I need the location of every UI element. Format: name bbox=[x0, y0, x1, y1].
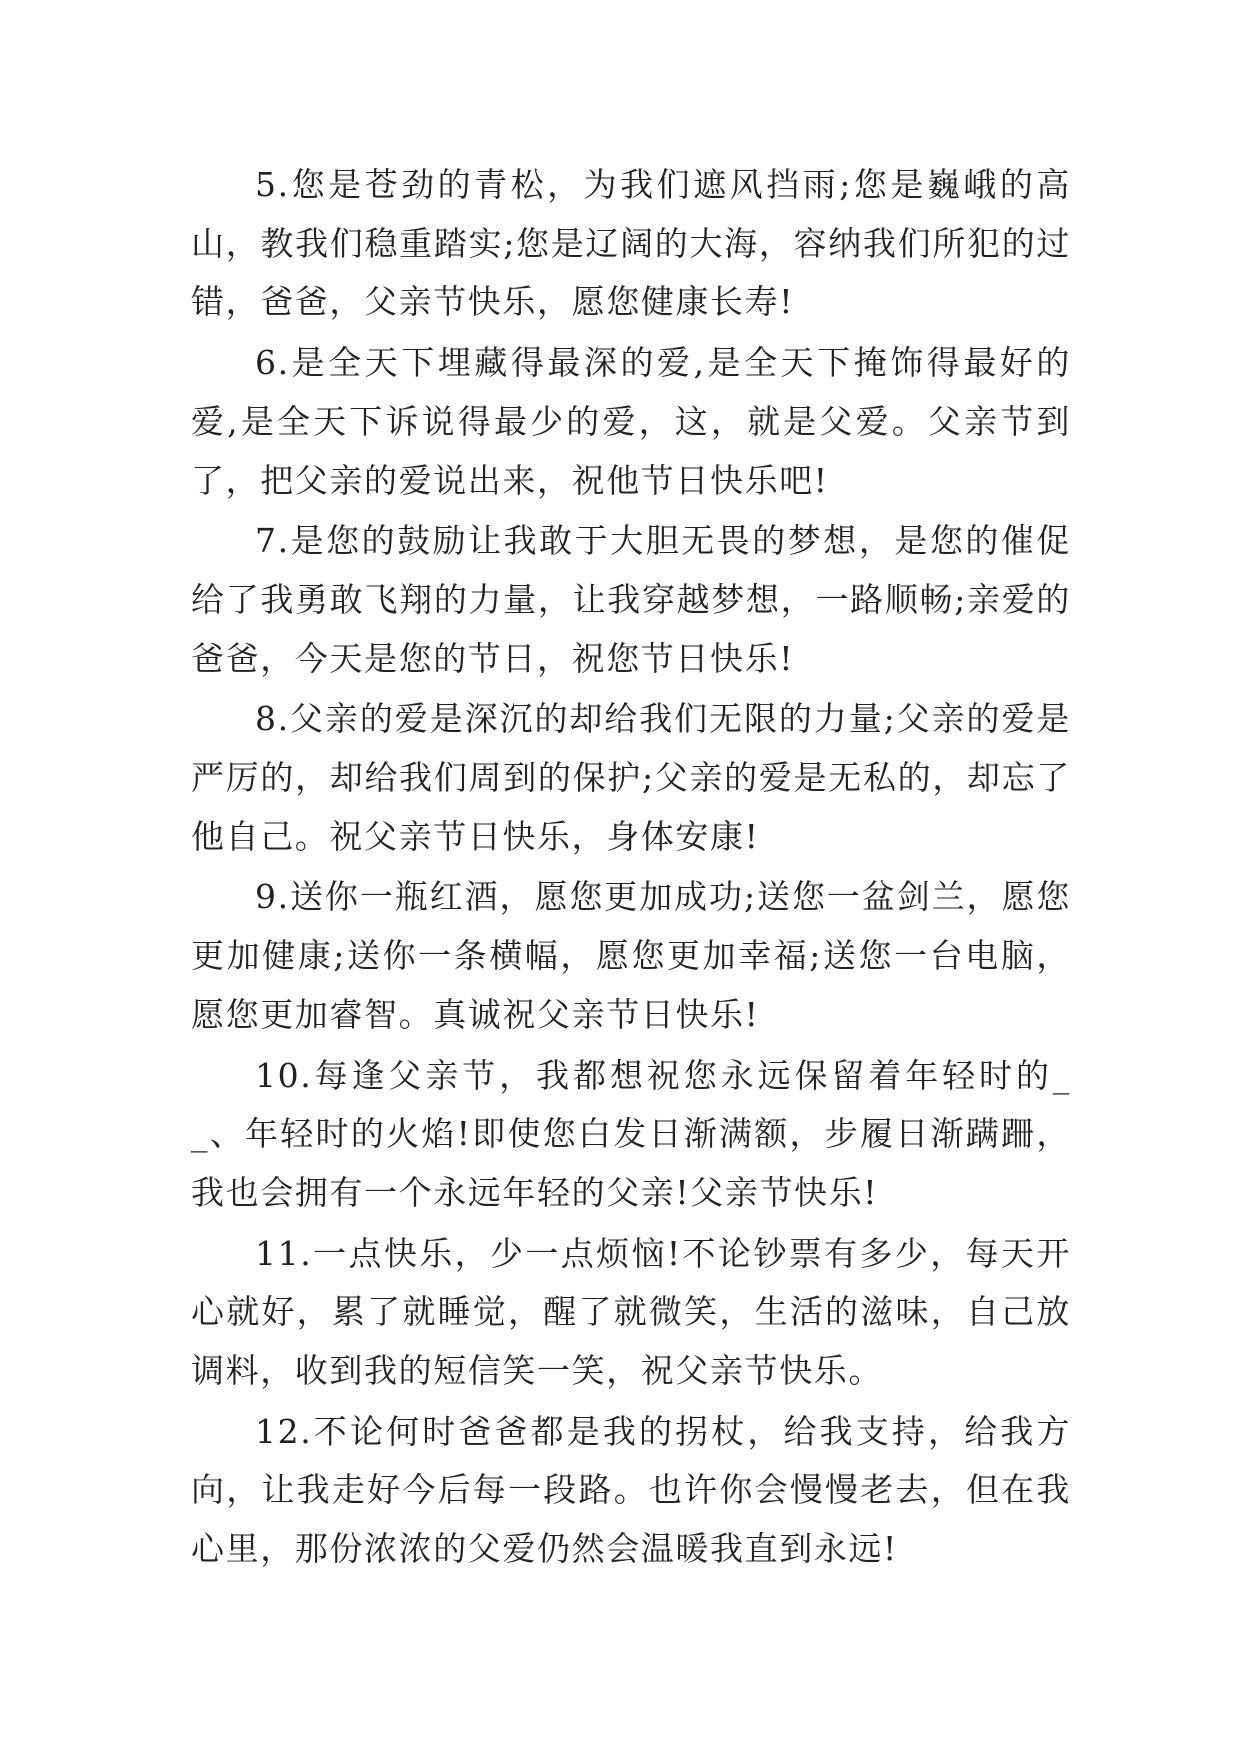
paragraph-12: 12.不论何时爸爸都是我的拐杖，给我支持，给我方向，让我走好今后每一段路。也许你会慢慢老去，但在我心里，那份浓浓的父爱仍然会温暖我直到永远! bbox=[191, 1411, 1071, 1569]
paragraph-7: 7.是您的鼓励让我敢于大胆无畏的梦想，是您的催促给了我勇敢飞翔的力量，让我穿越梦想，一路顺畅;亲爱的爸爸，今天是您的节日，祝您节日快乐! bbox=[191, 521, 1071, 678]
paragraph-8: 8.父亲的爱是深沉的却给我们无限的力量;父亲的爱是严厉的，却给我们周到的保护;父亲的爱是无私的，却忘了他自己。祝父亲节日快乐，身体安康! bbox=[191, 699, 1071, 856]
paragraph-10: 10.每逢父亲节，我都想祝您永远保留着年轻时的__、年轻时的火焰!即使您白发日渐满额，步履日渐蹒跚，我也会拥有一个永远年轻的父亲!父亲节快乐! bbox=[191, 1055, 1071, 1212]
paragraph-5: 5.您是苍劲的青松，为我们遮风挡雨;您是巍峨的高山，教我们稳重踏实;您是辽阔的大海，容纳我们所犯的过错，爸爸，父亲节快乐，愿您健康长寿! bbox=[191, 165, 1071, 322]
paragraph-11: 11.一点快乐，少一点烦恼!不论钞票有多少，每天开心就好，累了就睡觉，醒了就微笑，生活的滋味，自己放调料，收到我的短信笑一笑，祝父亲节快乐。 bbox=[191, 1233, 1071, 1391]
document-body bbox=[191, 156, 1071, 1581]
paragraph-6: 6.是全天下埋藏得最深的爱,是全天下掩饰得最好的爱,是全天下诉说得最少的爱，这，就是父爱。父亲节到了，把父亲的爱说出来，祝他节日快乐吧! bbox=[191, 343, 1071, 500]
paragraph-9: 9.送你一瓶红酒，愿您更加成功;送您一盆剑兰，愿您更加健康;送你一条横幅，愿您更加幸福;送您一台电脑，愿您更加睿智。真诚祝父亲节日快乐! bbox=[191, 877, 1071, 1034]
